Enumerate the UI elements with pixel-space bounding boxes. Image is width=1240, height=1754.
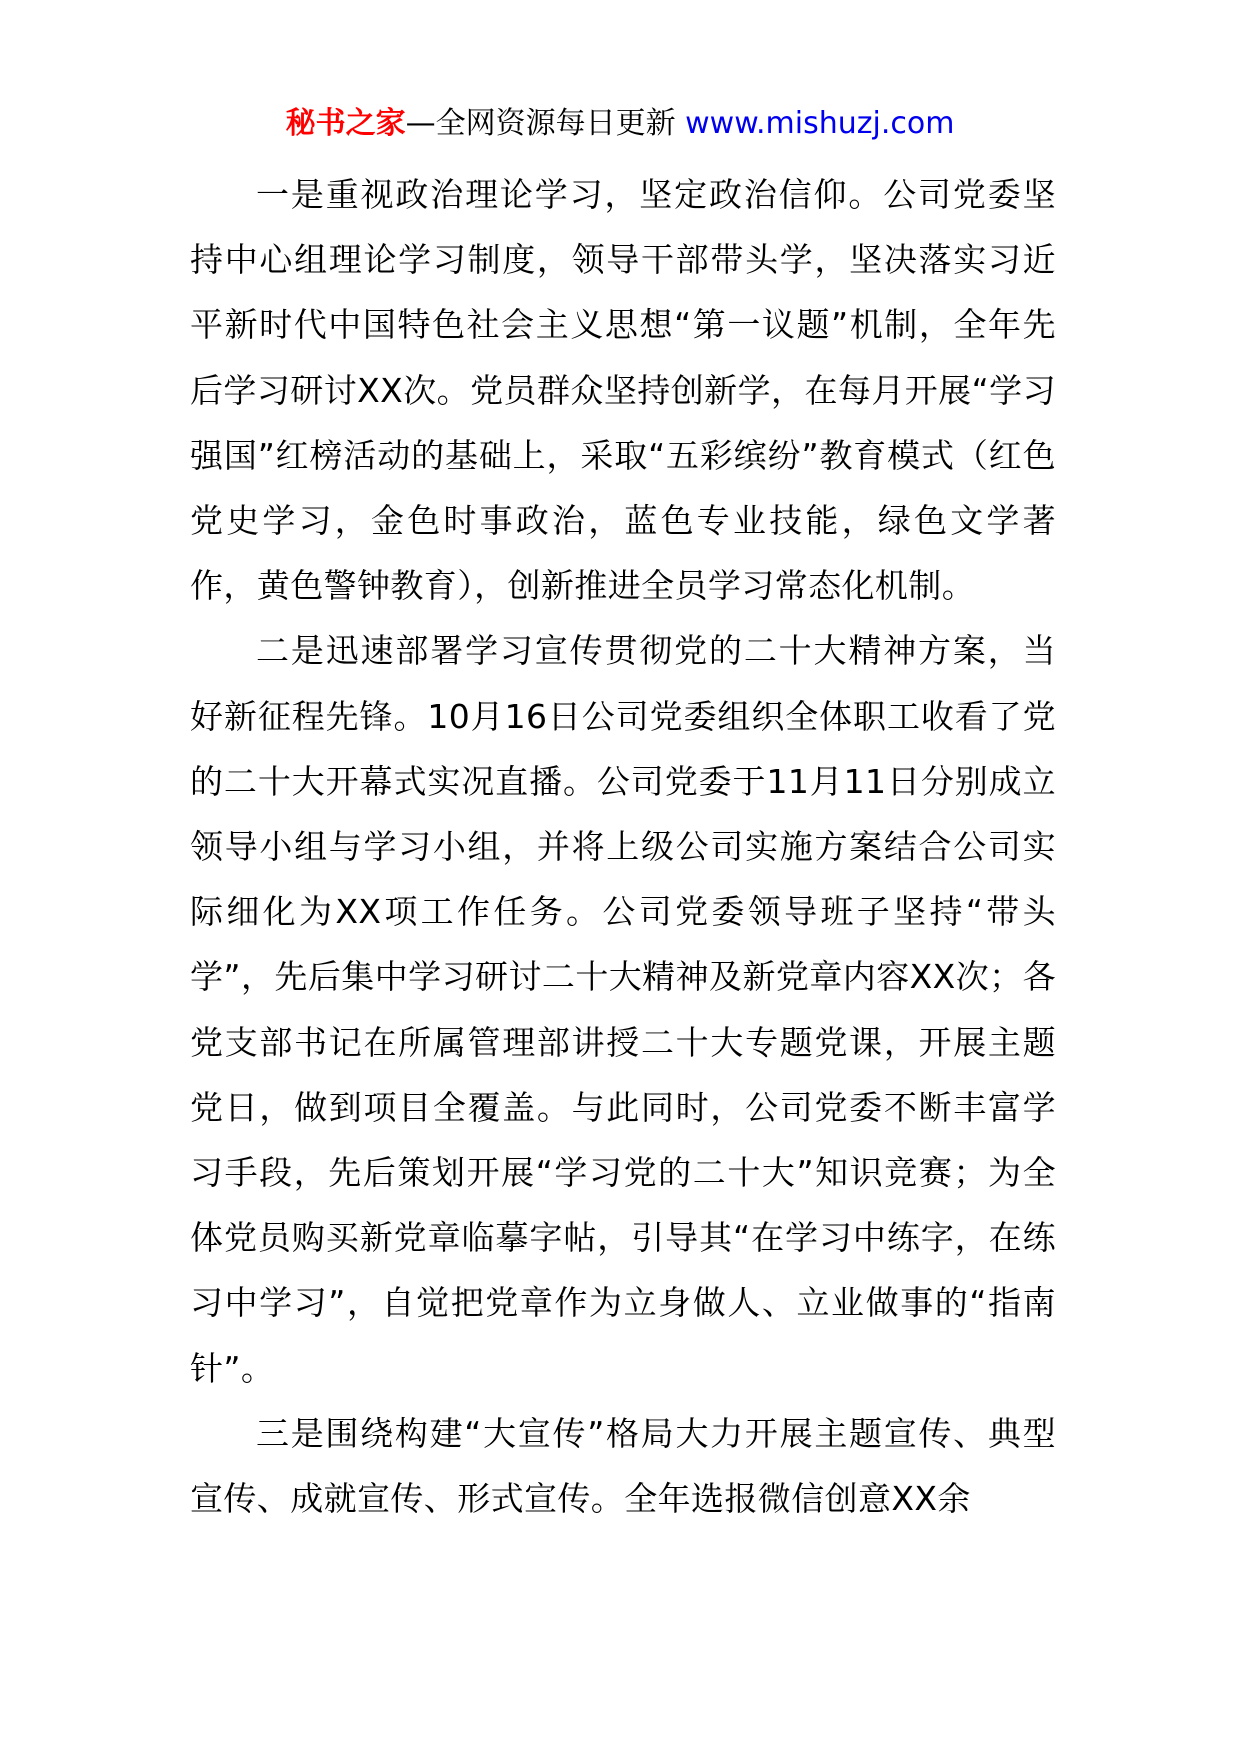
header-tagline: —全网资源每日更新 [405, 106, 686, 141]
document-body [190, 162, 1056, 1531]
page-header [0, 104, 1240, 144]
site-url-link[interactable]: www.mishuzj.com [685, 106, 955, 141]
paragraph-3: 三是围绕构建“大宣传”格局大力开展主题宣传、典型宣传、成就宣传、形式宣传。全年选报微信创意XX余 [190, 1413, 1056, 1519]
paragraph-1: 一是重视政治理论学习，坚定政治信仰。公司党委坚持中心组理论学习制度，领导干部带头学，坚决落实习近平新时代中国特色社会主义思想“第一议题”机制，全年先后学习研讨XX次。党员群众坚持创新学，在每月开展“学习强国”红榜活动的基础上，采取“五彩缤纷”教育模式（红色党史学习，金色时事政治，蓝色专业技能，绿色文学著作，黄色警钟教育），创新推进全员学习常态化机制。 [190, 175, 1056, 606]
brand-name: 秘书之家 [285, 106, 406, 141]
paragraph-2: 二是迅速部署学习宣传贯彻党的二十大精神方案，当好新征程先锋。10月16日公司党委组织全体职工收看了党的二十大开幕式实况直播。公司党委于11月11日分别成立领导小组与学习小组，并将上级公司实施方案结合公司实际细化为XX项工作任务。公司党委领导班子坚持“带头学”，先后集中学习研讨二十大精神及新党章内容XX次；各党支部书记在所属管理部讲授二十大专题党课，开展主题党日，做到项目全覆盖。与此同时，公司党委不断丰富学习手段，先后策划开展“学习党的二十大”知识竞赛；为全体党员购买新党章临摹字帖，引导其“在学习中练字，在练习中学习”，自觉把党章作为立身做人、立业做事的“指南针”。 [190, 631, 1056, 1388]
